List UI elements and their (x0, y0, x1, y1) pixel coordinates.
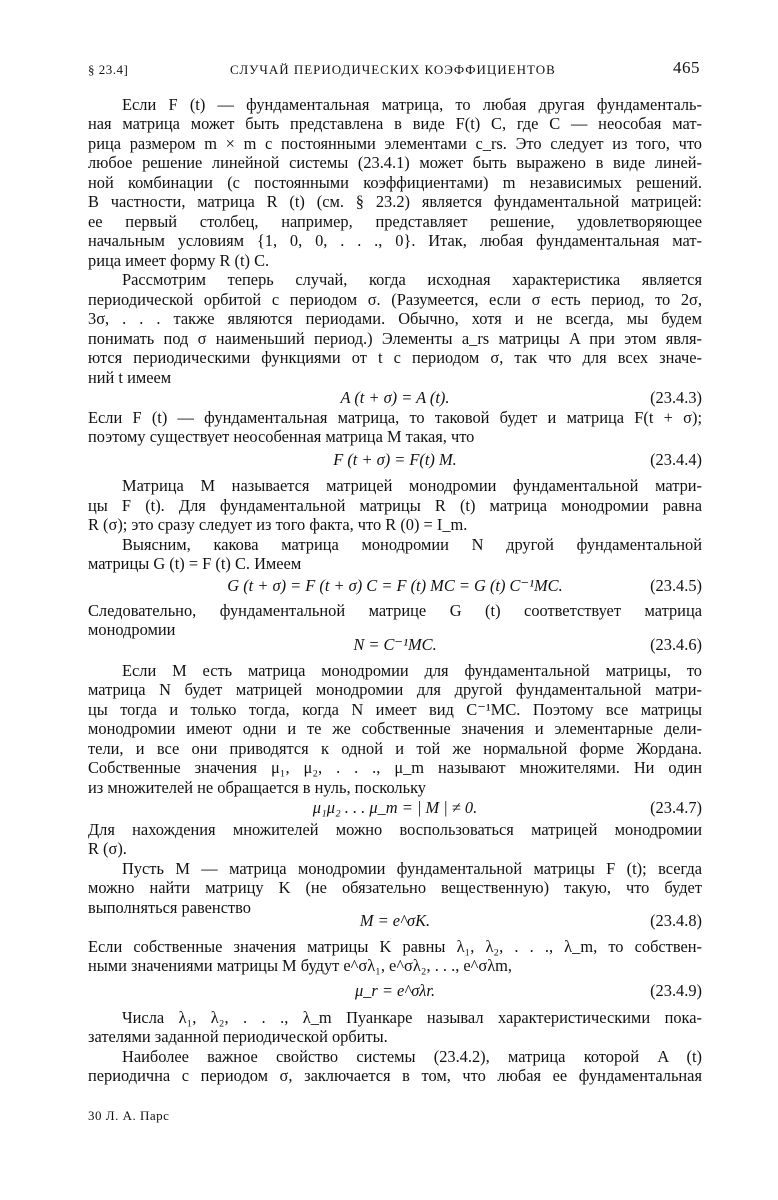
text-line: Выясним, какова матрица монодромии N другой фундаментальной (122, 535, 702, 554)
equation-number: (23.4.4) (650, 450, 702, 469)
text-line: матрицы G (t) = F (t) C. Имеем (88, 554, 302, 573)
text-line: из множителей не обращается в нуль, поскольку (88, 778, 426, 797)
text-line: тели, и все они приводятся к одной и той же нормальной форме Жордана. (88, 739, 702, 758)
text-line: ными значениями матрицы M будут e^σλ₁, e^σλ₂, . . ., e^σλm, (88, 956, 512, 975)
text-line: понимать под σ наименьший период.) Элементы a_rs матрицы A при этом явля- (88, 329, 702, 348)
equation (88, 576, 702, 596)
equation-number: (23.4.6) (650, 635, 702, 654)
text-line: рица имеет форму R (t) C. (88, 251, 270, 270)
equation (88, 450, 702, 470)
text-line: начальным условиям {1, 0, 0, . . ., 0}. Итак, любая фундаментальная мат- (88, 231, 702, 250)
equation-formula: G (t + σ) = F (t + σ) C = F (t) MC = G (t) C⁻¹MC. (227, 576, 563, 595)
equation-formula: A (t + σ) = A (t). (340, 388, 450, 407)
section-ref: § 23.4] (88, 62, 129, 77)
equation-formula: F (t + σ) = F(t) M. (333, 450, 457, 469)
equation-number: (23.4.3) (650, 388, 702, 407)
text-line: Пусть M — матрица монодромии фундаментальной матрицы F (t); всегда (122, 859, 702, 878)
text-line: Если M есть матрица монодромии для фундаментальной матрицы, то (122, 661, 702, 680)
text-line: 3σ, . . . также являются периодами. Обычно, хотя и не всегда, мы будем (88, 309, 702, 328)
text-line: зателями заданной периодической орбиты. (88, 1027, 388, 1046)
text-line: цы F (t). Для фундаментальной матрицы R (t) матрица монодромии равна (88, 496, 702, 515)
text-line: Если собственные значения матрицы K равны λ₁, λ₂, . . ., λ_m, то собствен- (88, 937, 702, 956)
text-line: Для нахождения множителей можно воспользоваться матрицей монодромии (88, 820, 702, 839)
text-line: Если F (t) — фундаментальная матрица, то любая другая фундаменталь- (122, 95, 702, 114)
text-line: Если F (t) — фундаментальная матрица, то таковой будет и матрица F(t + σ); (88, 408, 702, 427)
equation-formula: μ₁μ₂ . . . μ_m = | M | ≠ 0. (312, 798, 478, 817)
equation-formula: μ_r = e^σλr. (354, 981, 436, 1000)
equation (88, 635, 702, 655)
text-line: ее первый столбец, например, представляет решение, удовлетворяющее (88, 212, 702, 231)
equation-number: (23.4.5) (650, 576, 702, 595)
text-line: Числа λ₁, λ₂, . . ., λ_m Пуанкаре называл характеристическими пока- (122, 1008, 702, 1027)
equation-formula: M = e^σK. (359, 911, 431, 930)
text-line: ная матрица может быть представлена в виде F(t) C, где C — неособая мат- (88, 114, 702, 133)
text-line: Рассмотрим теперь случай, когда исходная характеристика является (122, 270, 702, 289)
text-line: Матрица M называется матрицей монодромии фундаментальной матри- (122, 476, 702, 495)
text-line: R (σ); это сразу следует из того факта, что R (0) = I_m. (88, 515, 468, 534)
text-line: периодической орбитой с периодом σ. (Разумеется, если σ есть период, то 2σ, (88, 290, 702, 309)
text-line: можно найти матрицу K (не обязательно вещественную) такую, что будет (88, 878, 702, 897)
text-line: В частности, матрица R (t) (см. § 23.2) является фундаментальной матрицей: (88, 192, 702, 211)
equation (88, 981, 702, 1001)
equation (88, 911, 702, 931)
text-line: периодична с периодом σ, заключается в том, что любая ее фундаментальная (88, 1066, 702, 1085)
equation-number: (23.4.8) (650, 911, 702, 930)
text-line: ний t имеем (88, 368, 172, 387)
equation-formula: N = C⁻¹MC. (353, 635, 437, 654)
text-line: выполняться равенство (88, 898, 251, 917)
text-line: ются периодическими функциями от t с периодом σ, так что для всех значе- (88, 348, 702, 367)
text-line: Следовательно, фундаментальной матрице G (t) соответствует матрица (88, 601, 702, 620)
text-line: Наиболее важное свойство системы (23.4.2), матрица которой A (t) (122, 1047, 702, 1066)
text-line: монодромии имеют одни и те же собственные значения и элементарные дели- (88, 719, 702, 738)
text-line: R (σ). (88, 839, 127, 858)
text-line: матрица N будет матрицей монодромии для другой фундаментальной матри- (88, 680, 702, 699)
text-line: монодромии (88, 620, 176, 639)
text-line: поэтому существует неособенная матрица M такая, что (88, 427, 475, 446)
equation-number: (23.4.7) (650, 798, 702, 817)
text-line: Собственные значения μ₁, μ₂, . . ., μ_m называют множителями. Ни один (88, 758, 702, 777)
equation (88, 798, 702, 818)
signature-footer: 30 Л. А. Парс (88, 1108, 170, 1123)
text-line: цы тогда и только тогда, когда N имеет вид C⁻¹MC. Поэтому все матрицы (88, 700, 702, 719)
text-line: ной комбинации (с постоянными коэффициентами) m независимых решений. (88, 173, 702, 192)
equation (88, 388, 702, 408)
page-number: 465 (673, 58, 700, 77)
text-line: рица размером m × m с постоянными элементами c_rs. Это следует из того, что (88, 134, 702, 153)
running-title: СЛУЧАЙ ПЕРИОДИЧЕСКИХ КОЭФФИЦИЕНТОВ (230, 62, 556, 77)
text-line: любое решение линейной системы (23.4.1) может быть выражено в виде линей- (88, 153, 702, 172)
equation-number: (23.4.9) (650, 981, 702, 1000)
